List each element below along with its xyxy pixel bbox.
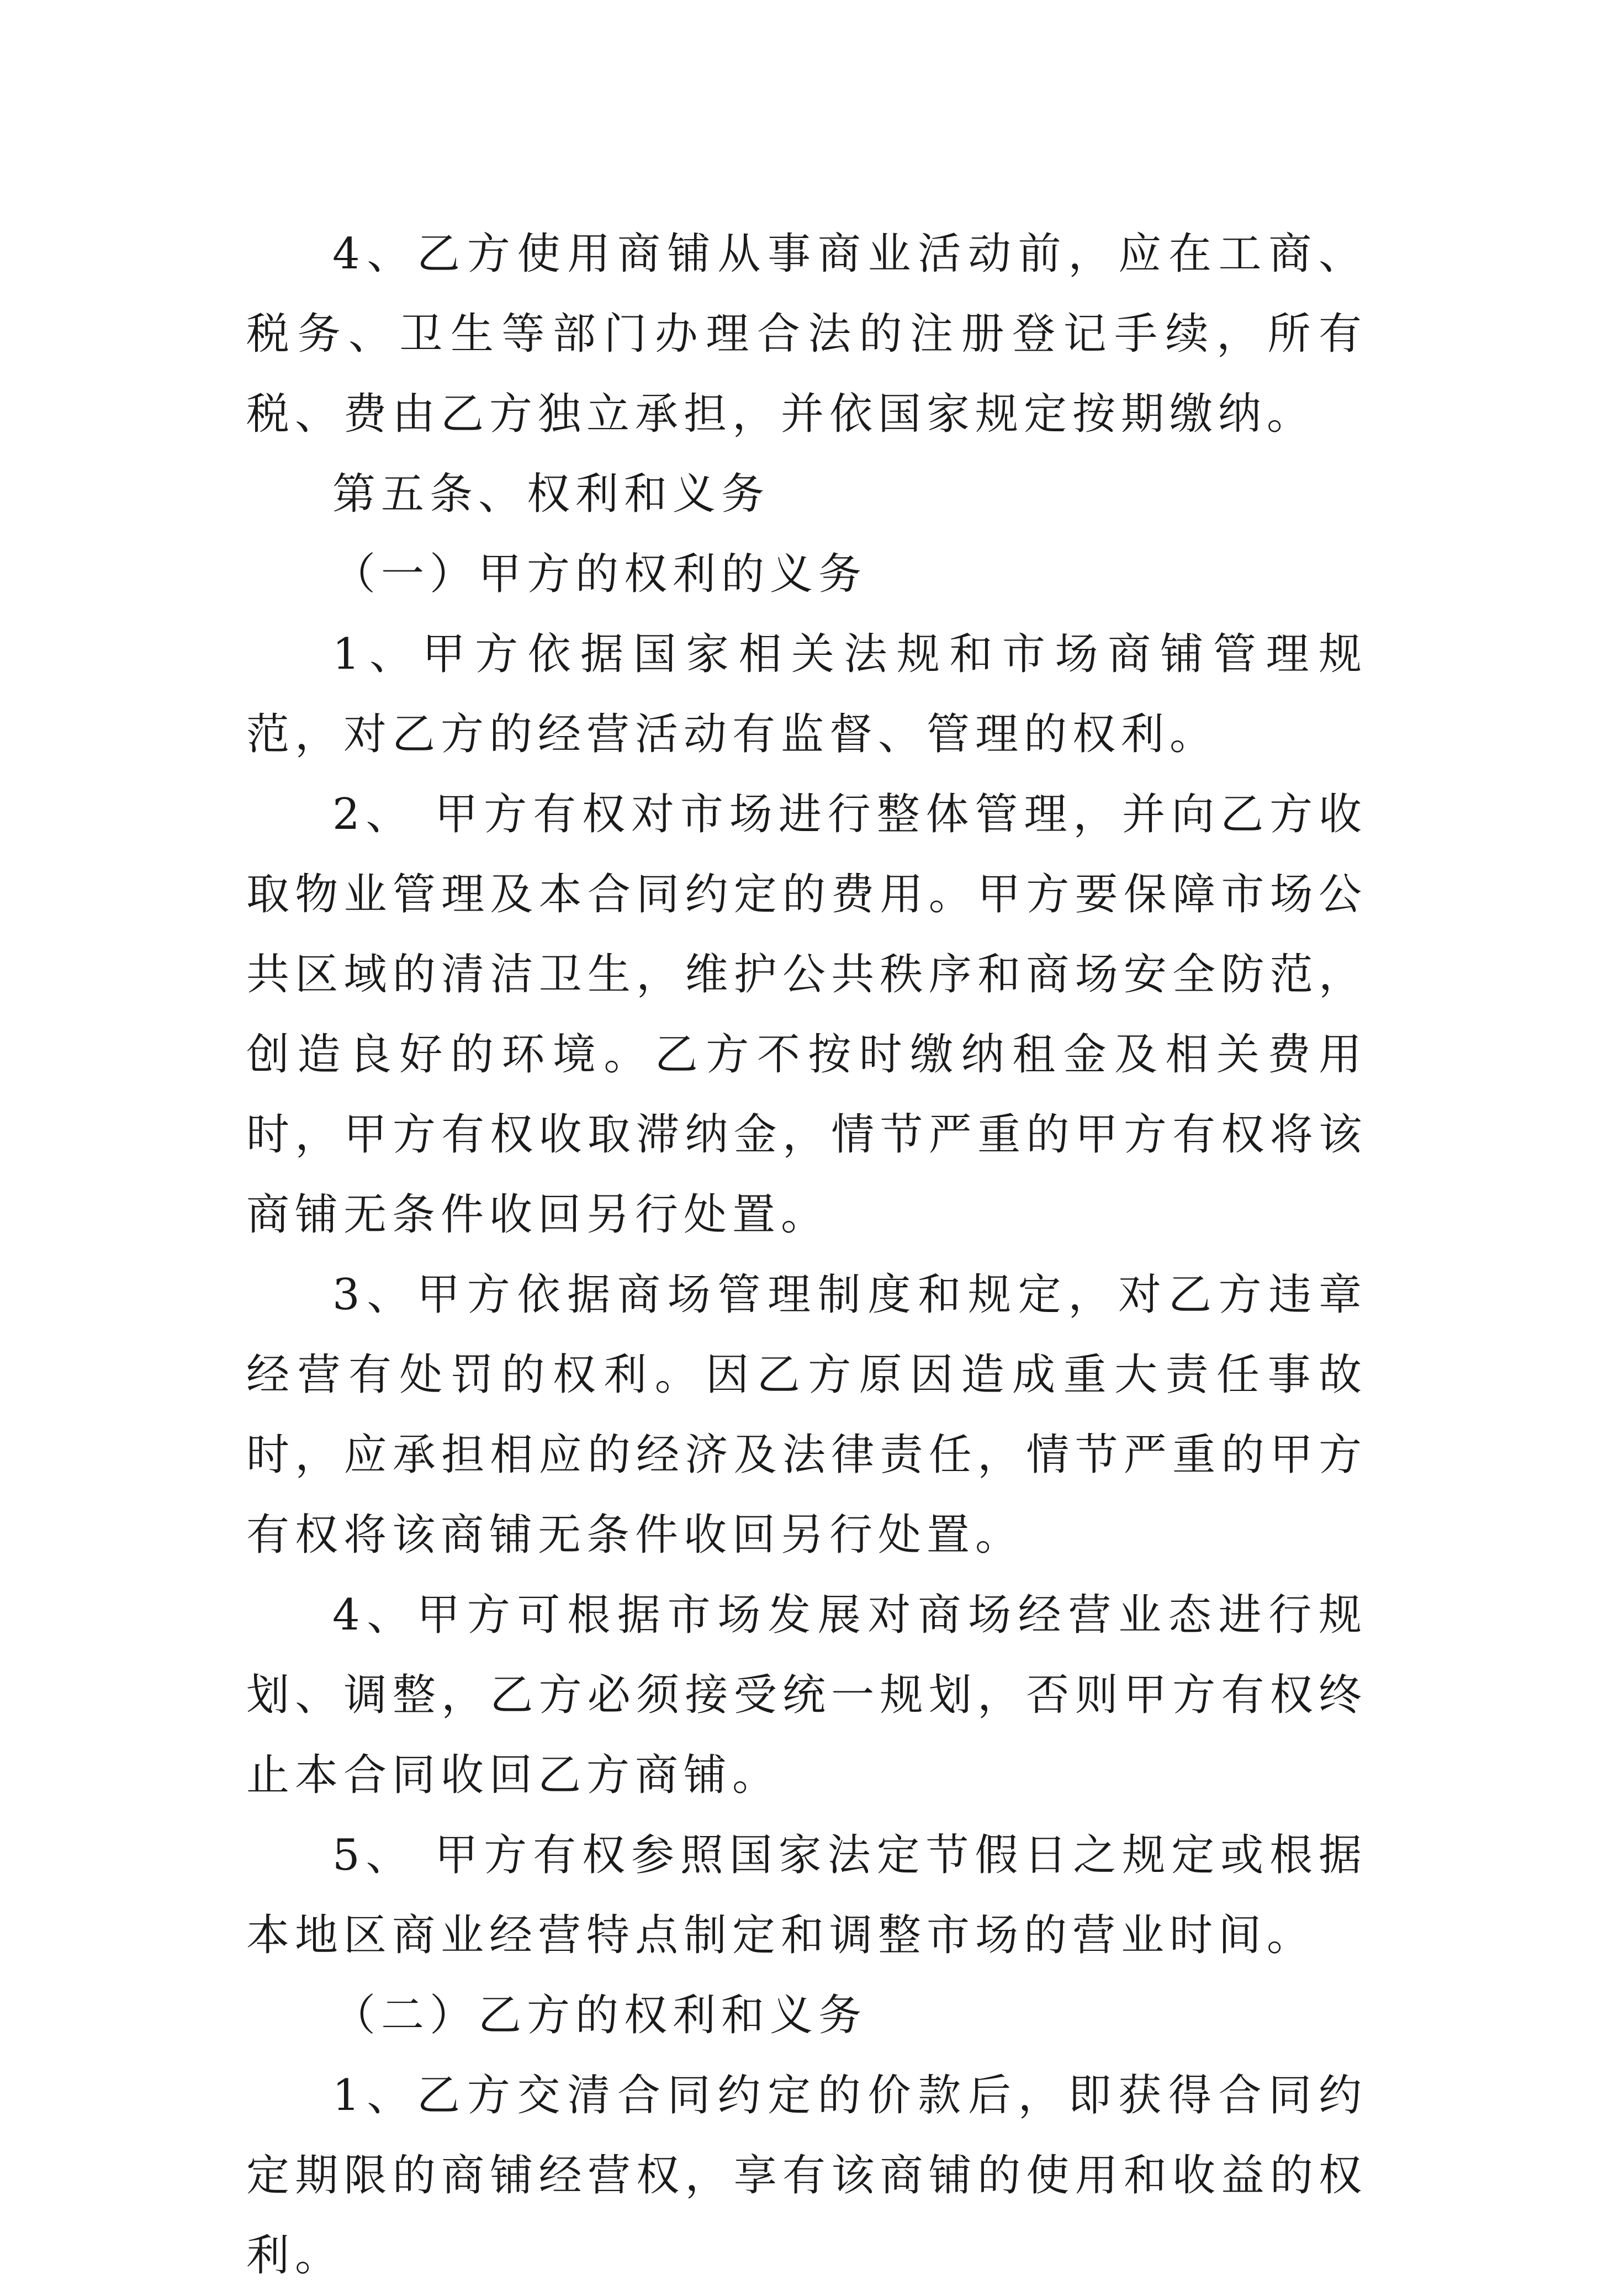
- paragraph-a-1: 1、甲方依据国家相关法规和市场商铺管理规范，对乙方的经营活动有监督、管理的权利。: [246, 629, 1367, 759]
- paragraph-a-5: 5、 甲方有权参照国家法定节假日之规定或根据本地区商业经营特点制定和调整市场的营业时间。: [246, 1831, 1367, 1960]
- document-body: [246, 214, 1367, 2296]
- paragraph-a-2: 2、 甲方有权对市场进行整体管理，并向乙方收取物业管理及本合同约定的费用。甲方要保障市场公共区域的清洁卫生，维护公共秩序和商场安全防范，创造良好的环境。乙方不按时缴纳租金及相关费用时，甲方有权收取滞纳金，情节严重的甲方有权将该商铺无条件收回另行处置。: [246, 790, 1367, 1240]
- heading-article-5: 第五条、权利和义务: [332, 469, 770, 519]
- paragraph-b-1: 1、乙方交清合同约定的价款后，即获得合同约定期限的商铺经营权，享有该商铺的使用和收益的权利。: [246, 2071, 1367, 2281]
- heading-party-a-rights: （一）甲方的权利的义务: [332, 549, 867, 599]
- paragraph-a-4: 4、甲方可根据市场发展对商场经营业态进行规划、调整，乙方必须接受统一规划，否则甲方有权终止本合同收回乙方商铺。: [246, 1590, 1367, 1800]
- heading-party-b-rights: （二）乙方的权利和义务: [332, 1991, 867, 2040]
- paragraph-a-3: 3、甲方依据商场管理制度和规定，对乙方违章经营有处罚的权利。因乙方原因造成重大责任事故时，应承担相应的经济及法律责任，情节严重的甲方有权将该商铺无条件收回另行处置。: [246, 1270, 1367, 1560]
- paragraph-clause-4-tax: 4、乙方使用商铺从事商业活动前，应在工商、税务、卫生等部门办理合法的注册登记手续，所有税、费由乙方独立承担，并依国家规定按期缴纳。: [246, 229, 1367, 439]
